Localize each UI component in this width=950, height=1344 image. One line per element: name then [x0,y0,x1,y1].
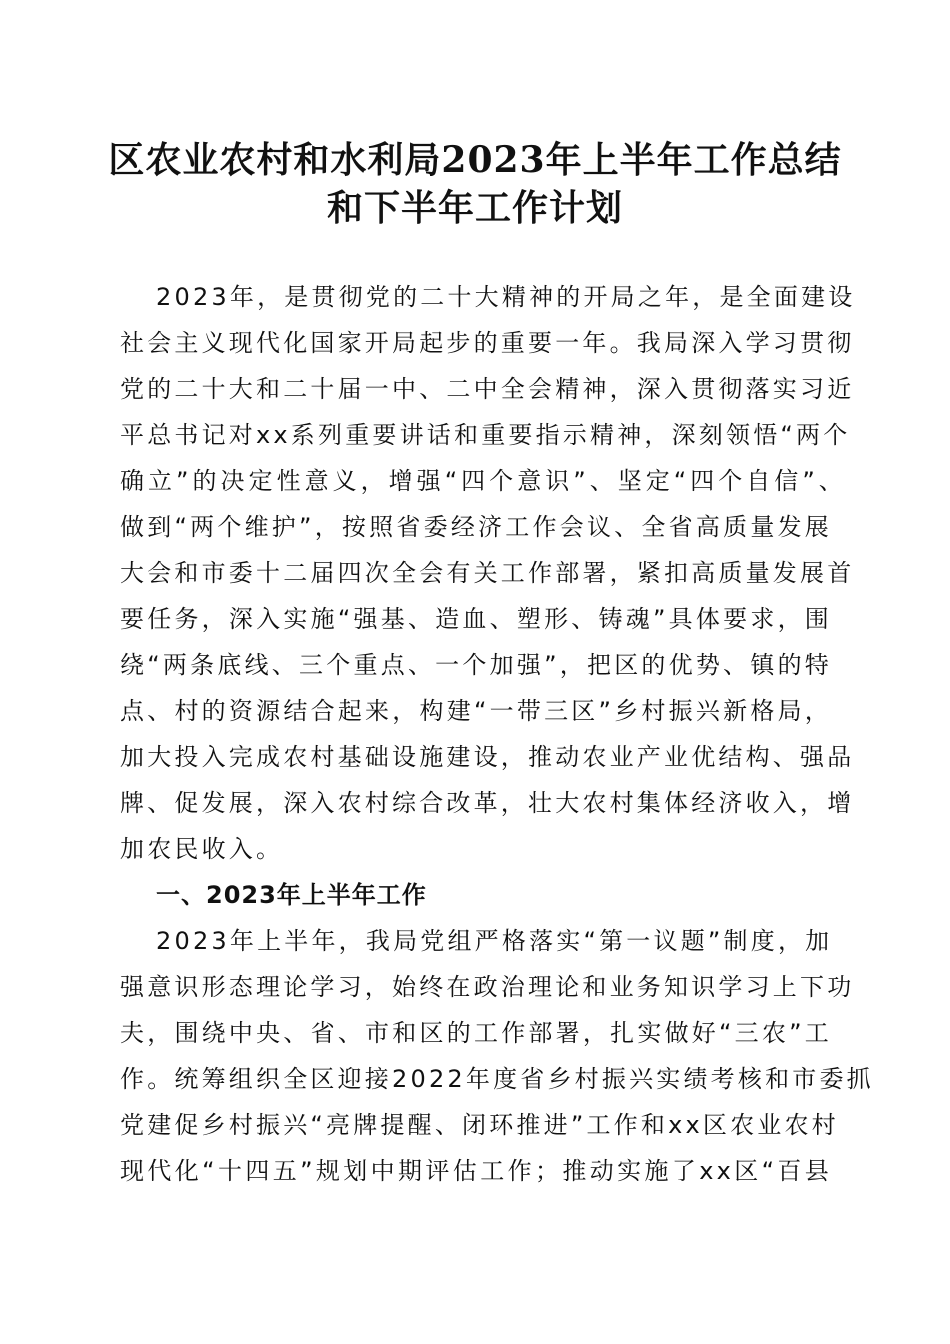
intro-line: 社会主义现代化国家开局起步的重要一年。我局深入学习贯彻 [120,329,855,357]
intro-line: 点、村的资源结合起来，构建“一带三区”乡村振兴新格局， [120,697,832,725]
intro-line: 要任务，深入实施“强基、造血、塑形、铸魂”具体要求，围 [120,605,832,633]
intro-line: 2023年，是贯彻党的二十大精神的开局之年，是全面建设 [156,283,856,311]
intro-line: 牌、促发展，深入农村综合改革，壮大农村集体经济收入，增 [120,789,855,817]
intro-line: 加大投入完成农村基础设施建设，推动农业产业优结构、强品 [120,743,855,771]
intro-line: 平总书记对xx系列重要讲话和重要指示精神，深刻领悟“两个 [120,421,851,449]
intro-line: 大会和市委十二届四次全会有关工作部署，紧扣高质量发展首 [120,559,855,587]
intro-line: 做到“两个维护”，按照省委经济工作会议、全省高质量发展 [120,513,832,541]
section-line: 作。统筹组织全区迎接2022年度省乡村振兴实绩考核和市委抓 [120,1065,874,1093]
section-heading: 一、2023年上半年工作 [156,881,427,909]
section-line: 现代化“十四五”规划中期评估工作；推动实施了xx区“百县 [120,1157,832,1185]
intro-line: 绕“两条底线、三个重点、一个加强”，把区的优势、镇的特 [120,651,832,679]
document-title-line-1: 区农业农村和水利局2023年上半年工作总结 [108,139,842,181]
intro-line: 加农民收入。 [120,835,284,863]
section-line: 党建促乡村振兴“亮牌提醒、闭环推进”工作和xx区农业农村 [120,1111,839,1139]
section-line: 强意识形态理论学习，始终在政治理论和业务知识学习上下功 [120,973,855,1001]
section-line: 夫，围绕中央、省、市和区的工作部署，扎实做好“三农”工 [120,1019,832,1047]
section-line: 2023年上半年，我局党组严格落实“第一议题”制度，加 [156,927,833,955]
intro-line: 确立”的决定性意义，增强“四个意识”、坚定“四个自信”、 [120,467,846,495]
document-title-line-2: 和下半年工作计划 [326,187,623,229]
intro-line: 党的二十大和二十届一中、二中全会精神，深入贯彻落实习近 [120,375,855,403]
